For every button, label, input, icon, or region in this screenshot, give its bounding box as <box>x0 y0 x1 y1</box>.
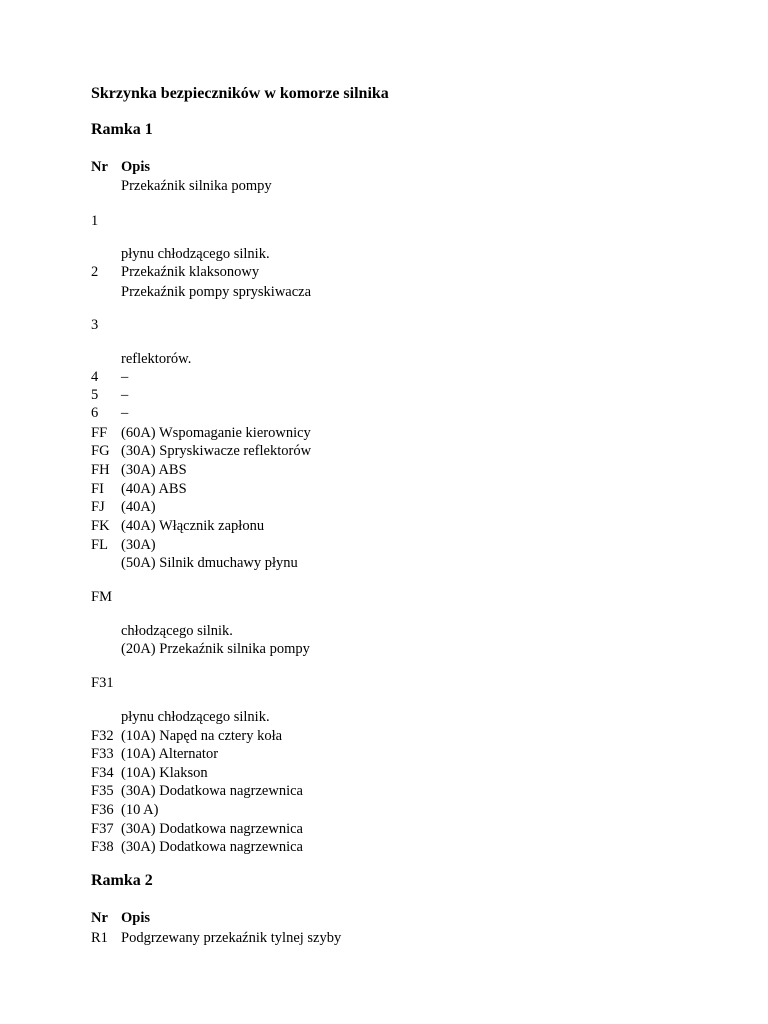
row-nr: 5 <box>91 387 99 403</box>
row-opis: (20A) Przekaźnik silnika pompy <box>121 641 310 657</box>
row-opis: (40A) ABS <box>121 481 187 497</box>
row-opis: – <box>121 369 129 385</box>
section-heading-ramka-1: Ramka 1 <box>91 121 153 138</box>
column-header-opis: Opis <box>121 159 151 175</box>
column-header-opis: Opis <box>121 910 151 926</box>
section-heading-ramka-2: Ramka 2 <box>91 872 153 889</box>
row-nr: F31 <box>91 675 114 691</box>
row-opis: – <box>121 387 129 403</box>
row-opis: Podgrzewany przekaźnik tylnej szyby <box>121 930 342 946</box>
row-opis: chłodzącego silnik. <box>121 623 233 639</box>
row-opis: (30A) Dodatkowa nagrzewnica <box>121 783 303 799</box>
row-nr: FL <box>91 537 108 553</box>
row-opis: reflektorów. <box>121 351 192 367</box>
row-nr: R1 <box>91 930 108 946</box>
column-header-nr: Nr <box>91 159 108 175</box>
row-nr: FF <box>91 425 108 441</box>
row-opis: (10 A) <box>121 802 159 818</box>
row-nr: F32 <box>91 728 114 744</box>
row-nr: 3 <box>91 317 99 333</box>
row-nr: F38 <box>91 839 114 855</box>
row-opis: (10A) Alternator <box>121 746 219 762</box>
row-opis: (40A) <box>121 499 156 515</box>
column-header-nr: Nr <box>91 910 108 926</box>
row-opis: płynu chłodzącego silnik. <box>121 709 270 725</box>
row-opis: Przekaźnik silnika pompy <box>121 178 272 194</box>
row-opis: – <box>121 405 129 421</box>
row-nr: 6 <box>91 405 99 421</box>
row-nr: 2 <box>91 264 99 280</box>
row-opis: (60A) Wspomaganie kierownicy <box>121 425 311 441</box>
row-nr: 1 <box>91 213 99 229</box>
row-opis: płynu chłodzącego silnik. <box>121 246 270 262</box>
row-opis: (10A) Napęd na cztery koła <box>121 728 283 744</box>
row-opis: (30A) Dodatkowa nagrzewnica <box>121 839 303 855</box>
row-opis: (30A) Dodatkowa nagrzewnica <box>121 821 303 837</box>
row-nr: F33 <box>91 746 114 762</box>
row-nr: FI <box>91 481 104 497</box>
row-nr: F34 <box>91 765 114 781</box>
row-opis: (30A) <box>121 537 156 553</box>
document-title: Skrzynka bezpieczników w komorze silnika <box>91 85 389 102</box>
row-nr: FH <box>91 462 110 478</box>
row-opis: (10A) Klakson <box>121 765 208 781</box>
row-opis: Przekaźnik pompy spryskiwacza <box>121 284 312 300</box>
row-opis: (30A) ABS <box>121 462 187 478</box>
row-nr: F35 <box>91 783 114 799</box>
row-opis: Przekaźnik klaksonowy <box>121 264 260 280</box>
row-opis: (50A) Silnik dmuchawy płynu <box>121 555 298 571</box>
row-nr: F36 <box>91 802 114 818</box>
row-nr: FG <box>91 443 110 459</box>
row-opis: (40A) Włącznik zapłonu <box>121 518 265 534</box>
row-nr: FK <box>91 518 110 534</box>
row-nr: FJ <box>91 499 105 515</box>
row-nr: FM <box>91 589 112 605</box>
row-nr: 4 <box>91 369 99 385</box>
row-opis: (30A) Spryskiwacze reflektorów <box>121 443 312 459</box>
row-nr: F37 <box>91 821 114 837</box>
